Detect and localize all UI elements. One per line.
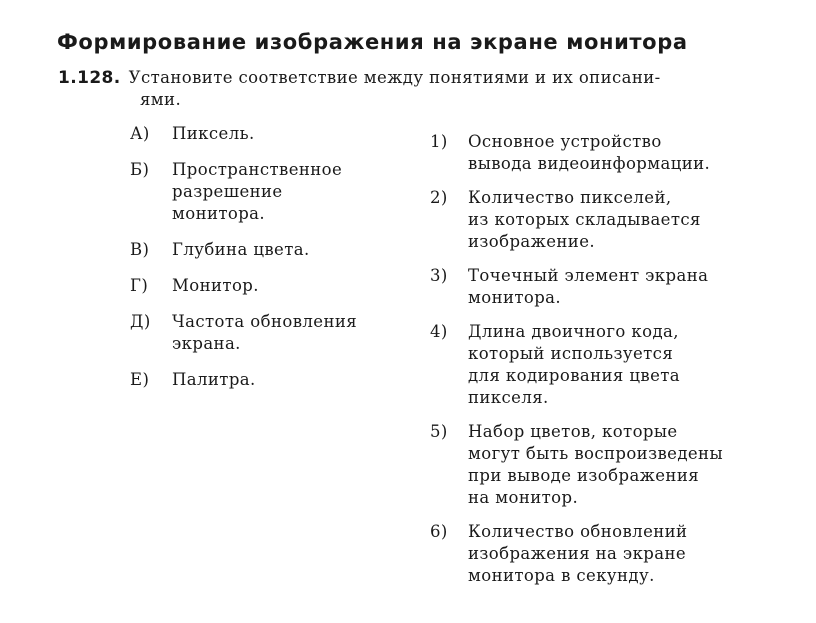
concept-marker: Г): [130, 276, 149, 295]
task-statement: [58, 67, 798, 111]
concept-line: экрана.: [172, 334, 241, 353]
description-line: монитора в секунду.: [468, 566, 655, 585]
description-line: Количество обновлений: [468, 522, 688, 541]
concept-line: Монитор.: [172, 276, 259, 295]
concept-line: Пространственное: [172, 160, 343, 179]
description-line: изображения на экране: [468, 544, 687, 563]
task-text-line-1: Установите соответствие между понятиями и их описани-: [128, 68, 661, 87]
concept-line: Пиксель.: [172, 124, 255, 143]
concept-marker: В): [130, 240, 150, 259]
concept-item: [130, 123, 420, 145]
description-text: [468, 187, 800, 253]
description-line: Основное устройство: [468, 132, 662, 151]
description-line: могут быть воспроизведены: [468, 444, 723, 463]
concept-text: [172, 123, 420, 145]
description-item: [430, 265, 800, 309]
concept-marker: Д): [130, 312, 151, 331]
description-line: для кодирования цвета: [468, 366, 680, 385]
task-line-1: [58, 67, 798, 89]
description-line: изображение.: [468, 232, 596, 251]
description-marker: 5): [430, 422, 448, 441]
concept-line: Частота обновления: [172, 312, 358, 331]
description-line: вывода видеоинформации.: [468, 154, 711, 173]
description-text: [468, 421, 800, 509]
concept-marker: Б): [130, 160, 150, 179]
concept-marker: А): [130, 124, 150, 143]
task-number: 1.128.: [58, 68, 121, 88]
description-text: [468, 265, 800, 309]
description-marker: 6): [430, 522, 448, 541]
concept-text: [172, 369, 420, 391]
concept-line: Глубина цвета.: [172, 240, 310, 259]
concept-item: [130, 311, 420, 355]
concepts-list: [130, 123, 420, 391]
concept-text: [172, 239, 420, 261]
description-text: [468, 521, 800, 587]
concept-item: [130, 369, 420, 391]
descriptions-list: [430, 131, 800, 587]
description-line: из которых складывается: [468, 210, 701, 229]
page-heading: Формирование изображения на экране монитора: [57, 30, 688, 54]
task-text-line-2: ями.: [140, 90, 182, 109]
concept-text: [172, 275, 420, 297]
description-marker: 1): [430, 132, 448, 151]
description-item: [430, 131, 800, 175]
description-item: [430, 521, 800, 587]
concept-line: Палитра.: [172, 370, 256, 389]
description-item: [430, 321, 800, 409]
description-marker: 2): [430, 188, 448, 207]
description-line: который используется: [468, 344, 674, 363]
description-item: [430, 421, 800, 509]
concept-item: [130, 239, 420, 261]
concept-item: [130, 159, 420, 225]
description-text: [468, 131, 800, 175]
description-line: монитора.: [468, 288, 562, 307]
concept-marker: Е): [130, 370, 150, 389]
description-line: Длина двоичного кода,: [468, 322, 679, 341]
concept-line: разрешение: [172, 182, 283, 201]
concept-line: монитора.: [172, 204, 266, 223]
description-marker: 3): [430, 266, 448, 285]
description-text: [468, 321, 800, 409]
concept-text: [172, 159, 420, 225]
description-line: Точечный элемент экрана: [468, 266, 709, 285]
description-item: [430, 187, 800, 253]
description-marker: 4): [430, 322, 448, 341]
description-line: пикселя.: [468, 388, 549, 407]
concept-item: [130, 275, 420, 297]
description-line: при выводе изображения: [468, 466, 700, 485]
description-line: Набор цветов, которые: [468, 422, 678, 441]
description-line: на монитор.: [468, 488, 579, 507]
description-line: Количество пикселей,: [468, 188, 672, 207]
concept-text: [172, 311, 420, 355]
